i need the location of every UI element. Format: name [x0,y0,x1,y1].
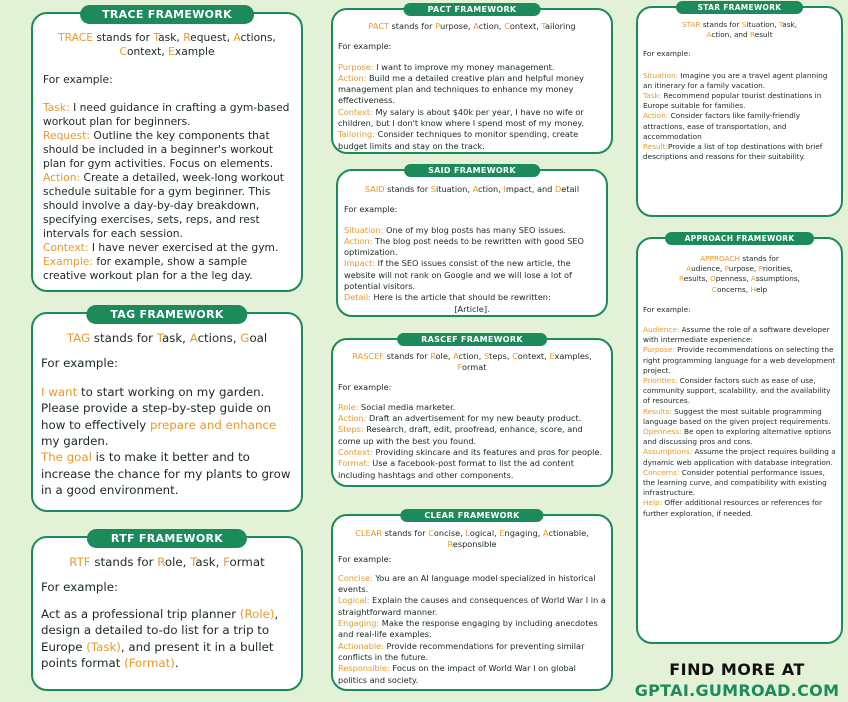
highlight-text: prepare and enhance [149,417,277,432]
star-intro [643,20,836,40]
example-line [338,595,606,618]
text-run: urpose, [439,21,474,31]
highlight-text: R [447,539,453,550]
text-run: stands for [388,21,436,31]
example-text: Recommend popular tourist destinations in Europe suitable for families. [643,91,822,111]
example-line [338,73,606,107]
example-text: Here is the article that should be rewritten: [370,292,551,303]
highlight-text: STAR [681,20,701,29]
example-line [643,376,836,407]
example-key: Concerns: [643,467,680,477]
text-run: ask, [782,20,798,29]
example-key: Concise: [338,572,373,583]
rtf-intro [41,554,293,570]
highlight-text: O [710,274,716,284]
example-line [338,129,606,152]
clear-framework-title: CLEAR FRAMEWORK [400,509,543,522]
example-line [338,641,606,664]
highlight-text: A [686,264,692,274]
example-text: Build me a detailed creative plan and helpful money management plan and techniques to enhance my money effectiveness. [338,72,584,106]
text-run: , design a detailed to-do list for a trip to Europe [41,606,279,654]
text-run: ontext, [517,351,550,361]
example-line [43,171,291,241]
example-text: Consider potential performance issues, the learning curve, and compatibility with existing infrastructure. [643,467,827,498]
example-text: Assume the role of a software developer with intermediate experience: [643,325,830,345]
example-key: Help: [643,498,663,508]
highlight-text: A [750,274,756,284]
example-line [43,255,291,283]
highlight-text: R [157,555,165,569]
text-run: ction, [478,184,504,194]
tag-body [41,384,293,499]
text-run: stands for [92,31,154,44]
example-line [643,91,836,111]
example-key: Tailoring: [338,129,376,140]
example-key: Action: [338,72,367,83]
example-text: I have never exercised at the gym. [88,241,279,254]
text-run: ole, [164,555,191,569]
example-line [338,413,606,424]
highlight-text: CLEAR [355,528,382,538]
approach-framework-title: APPROACH FRAMEWORK [665,232,815,245]
text-run: ontext, [126,45,169,58]
example-text: Focus on the impact of World War I on global politics and society. [338,663,576,685]
rtf-body [41,606,293,672]
rascef-intro [338,351,606,374]
rascef-framework-title: RASCEF FRAMEWORK [397,333,547,346]
example-line [643,71,836,91]
text-run: equest, [190,31,234,44]
example-key: Logical: [338,595,370,606]
text-run: stands for [90,331,157,345]
highlight-text: R [430,351,436,361]
trace-items [43,101,291,283]
trace-framework-title: TRACE FRAMEWORK [80,5,254,24]
text-run: esponsible [452,539,497,550]
text-run: is to make it better and to increase the chance for my plants to grow in a good environment. [41,450,291,498]
example-key: Audience: [643,325,680,335]
highlight-text: P [724,264,729,274]
highlight-text: PACT [368,21,389,31]
text-run: mpact, and [505,184,555,194]
text-run: my garden. [41,434,109,449]
example-text: Draft an advertisement for my new beauty product. [366,413,582,424]
text-run: ask, [158,31,184,44]
highlight-text: (Role) [239,606,275,621]
highlight-text: F [223,555,230,569]
example-line [344,292,600,303]
highlight-text: P [435,21,440,31]
example-key: Openness: [643,427,682,437]
highlight-text: RTF [69,555,91,569]
highlight-text: S [430,184,436,194]
example-line [43,129,291,171]
highlight-text: C [711,284,717,294]
gumroad-site-link[interactable]: GPTAI.GUMROAD.COM [634,681,840,700]
highlight-text: H [750,284,756,294]
example-key: Action: [344,235,373,246]
text-run: ctions, [197,331,241,345]
said-for-example: For example: [344,204,398,215]
clear-framework-card [331,511,613,691]
example-text: I want to improve my money management. [373,61,555,72]
text-run: oncise, [433,528,466,538]
highlight-text: S [741,20,747,29]
text-run: penness, [715,274,751,284]
example-text: for example, show a sample creative workout plan for a the leg day. [43,255,253,282]
text-run: stands for [700,20,742,29]
example-text: Offer additional resources or references for further exploration, if needed. [643,498,823,518]
example-text: Use a facebook-post format to list the ad content including hashtags and other components. [338,458,574,480]
example-key: Action: [43,171,81,184]
example-key: Context: [338,106,373,117]
highlight-text: APPROACH [700,254,741,263]
text-run: urpose, [728,264,759,274]
example-line [344,236,600,259]
example-key: Result: [643,142,669,152]
text-run: ituation, [435,184,473,194]
rascef-framework-card [331,335,613,487]
example-key: Role: [338,401,359,412]
approach-framework-card [636,234,843,644]
example-text: I need guidance in crafting a gym-based workout plan for beginners. [43,101,290,128]
example-text: Providing skincare and its features and pros for people. [372,447,603,458]
text-run: elp [755,284,768,294]
highlight-text: T [153,31,159,44]
example-text: One of my blog posts has many SEO issues. [383,224,566,235]
example-text: Imagine you are a travel agent planning an itinerary for a family vacation. [643,70,828,90]
example-key: Purpose: [643,345,675,355]
text-run: ask, [161,331,190,345]
example-line [643,142,836,162]
highlight-text: R [183,31,191,44]
example-line [643,345,836,376]
highlight-text: C [428,528,434,538]
pact-framework-title: PACT FRAMEWORK [404,3,541,16]
example-text: Explain the causes and consequences of World War I in a straightforward manner. [338,595,606,617]
example-key: Detail: [344,292,371,303]
text-run: teps, [489,351,513,361]
text-run: stands for [384,184,431,194]
example-text: Be open to exploring alternative options and discussing pros and cons. [643,427,832,447]
example-key: Results: [643,406,672,416]
text-run: xamples, [554,351,592,361]
highlight-text: L [465,528,470,538]
example-key: Purpose: [338,61,374,72]
example-line [338,663,606,686]
pact-for-example: For example: [338,41,392,52]
pact-intro [338,21,606,32]
highlight-text: I want [41,384,78,399]
rtf-for-example: For example: [41,580,118,595]
star-for-example: For example: [643,49,691,59]
example-text: My salary is about $40k per year, I have no wife or children, but I don't know where I spend most of my money. [338,106,584,129]
highlight-text: I [503,184,506,194]
highlight-text: (Format) [124,656,175,671]
highlight-text: The goal [41,450,92,465]
example-key: Steps: [338,424,364,435]
trace-for-example: For example: [43,73,113,86]
example-key: Engaging: [338,618,380,629]
highlight-text: (Task) [86,639,121,654]
example-key: Format: [338,458,370,469]
highlight-text: D [554,184,562,194]
example-line [643,407,836,427]
example-key: Action: [338,413,367,424]
example-text: Provide recommendations on selecting the right programming language for a web development project. [643,345,836,375]
highlight-text: TRACE [58,31,93,44]
example-line [338,618,606,641]
text-run: esults, [683,274,711,284]
example-text: Consider techniques to monitor spending, create budget limits and stay on the track. [338,129,579,151]
example-line [643,111,836,142]
text-run: stands for [740,254,779,263]
example-text: Assume the project requires building a dynamic web application with database integration. [643,447,836,467]
example-line [338,62,606,73]
text-run: stands for [384,351,431,361]
text-run: ction, and [711,30,750,40]
highlight-text: E [549,351,555,361]
highlight-text: C [119,45,127,58]
text-run: stands for [90,555,158,569]
tag-intro [41,330,293,346]
text-run: . [174,656,179,671]
highlight-text: F [457,362,462,373]
highlight-text: T [778,20,783,29]
rascef-items [338,402,606,481]
example-text: Provide a list of top destinations with brief descriptions and reasons for their suitability. [643,142,823,162]
example-text: Provide recommendations for preventing similar conflicts in the future. [338,640,585,662]
text-run: ormat [461,362,487,373]
approach-items [643,325,836,519]
text-run: stands for [381,528,429,538]
text-run: ctionable, [548,528,589,538]
find-more-heading: FIND MORE AT [669,660,805,679]
pact-items [338,62,606,152]
said-article: [Article]. [454,303,490,314]
example-text: Create a detailed, week-long workout schedule suitable for a gym beginner. This should involve a day-by-day breakdown, specifying exercises, sets, reps, and rest intervals for each session. [43,171,284,240]
trace-intro [43,31,291,59]
example-text: Make the response engaging by including anecdotes and real-life examples. [338,618,598,640]
text-run: esult [754,30,773,40]
example-line [643,427,836,447]
text-run: ngaging, [504,528,543,538]
example-line [344,225,600,236]
highlight-text: A [472,184,479,194]
text-run: ssumptions, [755,274,800,284]
highlight-text: C [504,21,510,31]
rtf-framework-title: RTF FRAMEWORK [87,529,247,548]
example-line [643,325,836,345]
example-key: Actionable: [338,640,384,651]
approach-for-example: For example: [643,304,691,314]
trace-framework-card [31,8,303,292]
text-run: ctions, [240,31,276,44]
rascef-for-example: For example: [338,381,392,392]
rtf-framework-card [31,532,303,691]
highlight-text: E [168,45,175,58]
approach-intro [643,254,836,295]
example-line [338,573,606,596]
example-text: Social media marketer. [358,401,456,412]
highlight-text: TAG [66,331,91,345]
highlight-text: T [190,555,196,569]
text-run: ole, [435,351,454,361]
star-framework-title: STAR FRAMEWORK [676,1,804,14]
text-run: , and present it in a bullet points format [41,639,274,671]
example-key: Example: [43,255,93,268]
example-key: Impact: [344,258,376,269]
highlight-text: G [240,331,250,345]
highlight-text: A [233,31,241,44]
tag-framework-card [31,308,303,512]
example-key: Action: [643,111,669,121]
highlight-text: A [706,30,712,40]
said-framework-card [336,166,608,317]
example-key: Situation: [344,224,384,235]
example-key: Context: [43,241,89,254]
highlight-text: A [473,21,479,31]
text-run: ction, [458,351,484,361]
example-key: Situation: [643,70,679,80]
example-line [43,241,291,255]
highlight-text: A [189,331,198,345]
clear-for-example: For example: [338,553,392,564]
star-items [643,71,836,163]
text-run: ction, [478,21,505,31]
text-run: riorities, [762,264,793,274]
example-key: Request: [43,129,91,142]
example-text: You are an AI language model specialized in historical events. [338,572,596,595]
example-key: Assumptions: [643,447,693,457]
example-line [643,468,836,499]
pact-framework-card [331,5,613,154]
example-key: Priorities: [643,376,678,386]
text-run: ormat [229,555,265,569]
text-run: ogical, [469,528,500,538]
said-framework-title: SAID FRAMEWORK [404,164,540,177]
example-line [643,498,836,518]
example-text: Consider factors such as ease of use, community support, scalability, and the availability of resources. [643,376,831,406]
example-text: Suggest the most suitable programming language based on the given project requirements. [643,406,831,426]
example-line [338,458,606,481]
example-line [338,107,606,130]
star-framework-card [636,3,843,217]
example-line [43,101,291,129]
example-line [338,402,606,413]
clear-items [338,573,606,686]
example-text: The blog post needs to be rewritten with good SEO optimization. [344,235,585,258]
example-line [338,424,606,447]
text-run: ituation, [746,20,779,29]
example-line [344,258,600,292]
tag-for-example: For example: [41,356,118,371]
highlight-text: P [758,264,763,274]
text-run: ailoring [545,21,576,31]
highlight-text: A [453,351,459,361]
text-run: ask, [195,555,224,569]
text-run: to start working on my garden. Please provide a step-by-step guide on how to effectively [41,384,272,432]
clear-intro [338,528,606,551]
text-run: Act as a professional trip planner [41,606,240,621]
example-key: Task: [43,101,70,114]
example-text: If the SEO issues consist of the new article, the website will not rank on Google and we will lose a lot of potential visitors. [344,258,572,292]
example-key: Responsible: [338,663,390,674]
highlight-text: R [679,274,684,284]
tag-framework-title: TAG FRAMEWORK [86,305,247,324]
text-run: oncerns, [716,284,751,294]
said-intro [344,184,600,195]
said-items [344,225,600,304]
highlight-text: S [483,351,490,361]
highlight-text: RASCEF [352,351,384,361]
example-line [338,447,606,458]
example-text: Outline the key components that should be included in a beginner's workout plan for gym activities. Focus on elements. [43,129,274,170]
highlight-text: T [156,331,162,345]
highlight-text: T [541,21,546,31]
text-run: etail [561,184,580,194]
highlight-text: SAID [364,184,385,194]
example-key: Context: [338,447,373,458]
text-run: ontext, [509,21,542,31]
text-run: udience, [691,264,725,274]
example-key: Task: [643,91,662,101]
highlight-text: C [512,351,518,361]
text-run: oal [249,331,268,345]
highlight-text: R [750,30,755,40]
highlight-text: A [542,528,549,538]
highlight-text: E [499,528,505,538]
text-run: xample [174,45,215,58]
example-text: Consider factors like family-friendly attractions, ease of transportation, and accommodation [643,111,801,141]
example-text: Research, draft, edit, proofread, enhance, score, and come up with the best you found. [338,424,583,446]
example-line [643,447,836,467]
